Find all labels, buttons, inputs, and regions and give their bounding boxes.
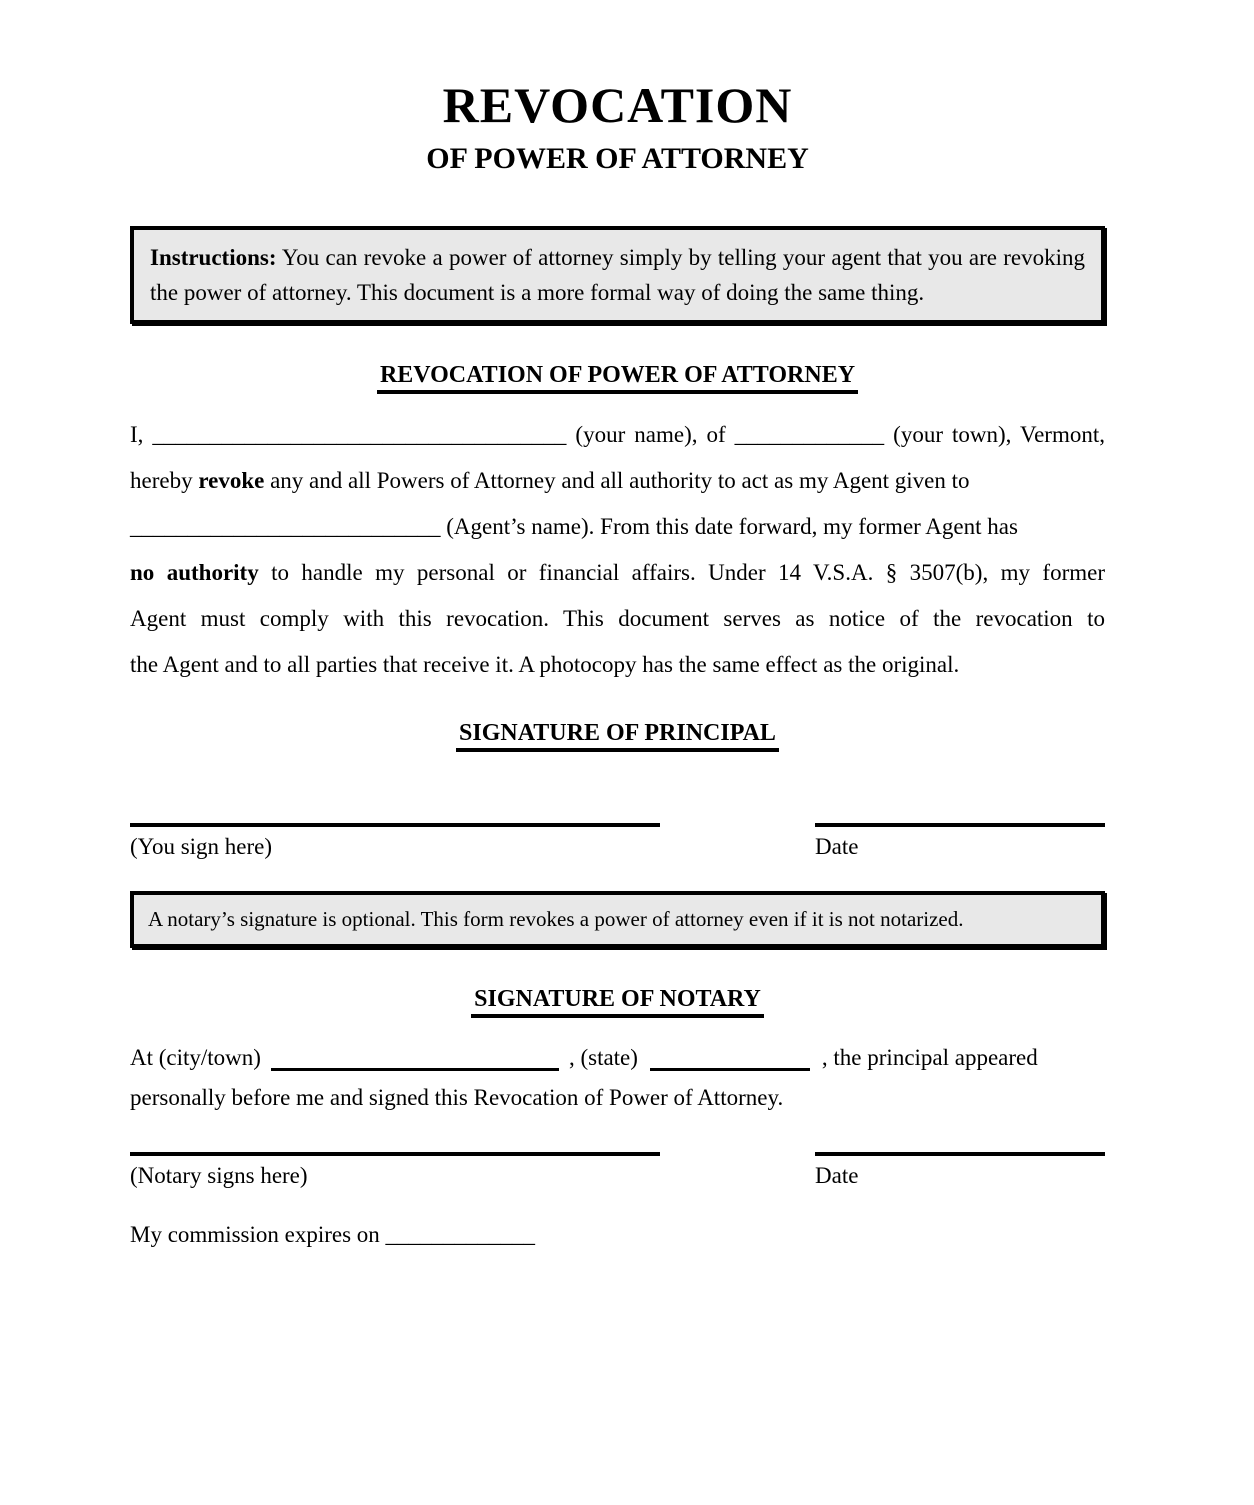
notary-state-label: , (state) — [568, 1045, 638, 1070]
document-subtitle: OF POWER OF ATTORNEY — [426, 142, 809, 175]
principal-town-blank[interactable]: _____________ — [734, 422, 885, 447]
line3-post: (Agent’s name). From this date forward, my former Agent has — [440, 514, 1018, 539]
notary-signature-line[interactable] — [130, 1152, 660, 1156]
notary-signature-heading — [130, 984, 1105, 1014]
principal-date-block — [815, 823, 1105, 861]
notary-optional-text: A notary’s signature is optional. This form revokes a power of attorney even if it is not notarized. — [148, 907, 964, 931]
line2-bold-revoke: revoke — [198, 468, 265, 493]
notary-at-label: At (city/town) — [130, 1045, 261, 1070]
body-line-1 — [130, 412, 1105, 458]
line2-pre: hereby — [130, 468, 199, 493]
body-line-2 — [130, 458, 1105, 504]
notary-optional-box — [130, 891, 1105, 948]
notary-statement-line-1 — [130, 1038, 1105, 1078]
principal-signature-heading-text: SIGNATURE OF PRINCIPAL — [456, 720, 779, 752]
body-line-5: Agent must comply with this revocation. This document serves as notice of the revocation to — [130, 606, 1105, 631]
line2-post: any and all Powers of Attorney and all authority to act as my Agent given to — [264, 468, 970, 493]
body-line-3 — [130, 504, 1105, 550]
notary-statement-line-2: personally before me and signed this Revocation of Power of Attorney. — [130, 1085, 784, 1110]
instructions-box — [130, 226, 1105, 324]
revocation-heading — [130, 360, 1105, 390]
notary-appeared-label: , the principal appeared — [821, 1045, 1038, 1070]
notary-signature-row — [130, 1152, 1105, 1190]
instructions-text: You can revoke a power of attorney simply by telling your agent that you are revoking the power of attorney. This document is a more formal way of doing the same thing. — [150, 245, 1085, 305]
commission-line — [130, 1220, 1105, 1250]
principal-sign-label: (You sign here) — [130, 834, 273, 859]
line4-post: to handle my personal or financial affairs. Under 14 V.S.A. § 3507(b), my former — [258, 560, 1105, 585]
line4-bold-no-authority: no authority — [130, 560, 259, 585]
body-line-6: the Agent and to all parties that receive it. A photocopy has the same effect as the original. — [130, 652, 960, 677]
revocation-heading-text: REVOCATION OF POWER OF ATTORNEY — [377, 362, 858, 394]
line1-post: (your town), Vermont, — [884, 422, 1105, 447]
notary-sign-label: (Notary signs here) — [130, 1163, 308, 1188]
body-line-4 — [130, 550, 1105, 596]
principal-signature-heading — [130, 718, 1105, 748]
revocation-body — [130, 412, 1105, 688]
notary-date-block — [815, 1152, 1105, 1190]
agent-name-blank[interactable]: ___________________________ — [130, 514, 441, 539]
line1-pre: I, — [130, 422, 153, 447]
notary-signature-block — [130, 1152, 660, 1190]
principal-date-line[interactable] — [815, 823, 1105, 827]
line1-mid: (your name), of — [566, 422, 735, 447]
principal-name-blank[interactable]: ____________________________________ — [152, 422, 567, 447]
commission-text: My commission expires on — [130, 1222, 386, 1247]
notary-date-label: Date — [815, 1163, 859, 1188]
principal-signature-line[interactable] — [130, 823, 660, 827]
instructions-label: Instructions: — [150, 245, 277, 270]
principal-date-label: Date — [815, 834, 859, 859]
notary-city-blank[interactable] — [271, 1048, 559, 1071]
principal-signature-row — [130, 823, 1105, 861]
document-title: REVOCATION — [442, 77, 793, 133]
principal-signature-block — [130, 823, 660, 861]
notary-state-blank[interactable] — [650, 1048, 810, 1071]
notary-signature-heading-text: SIGNATURE OF NOTARY — [471, 986, 764, 1018]
notary-date-line[interactable] — [815, 1152, 1105, 1156]
notary-statement — [130, 1038, 1105, 1118]
commission-expiry-blank[interactable]: _____________ — [385, 1222, 536, 1247]
